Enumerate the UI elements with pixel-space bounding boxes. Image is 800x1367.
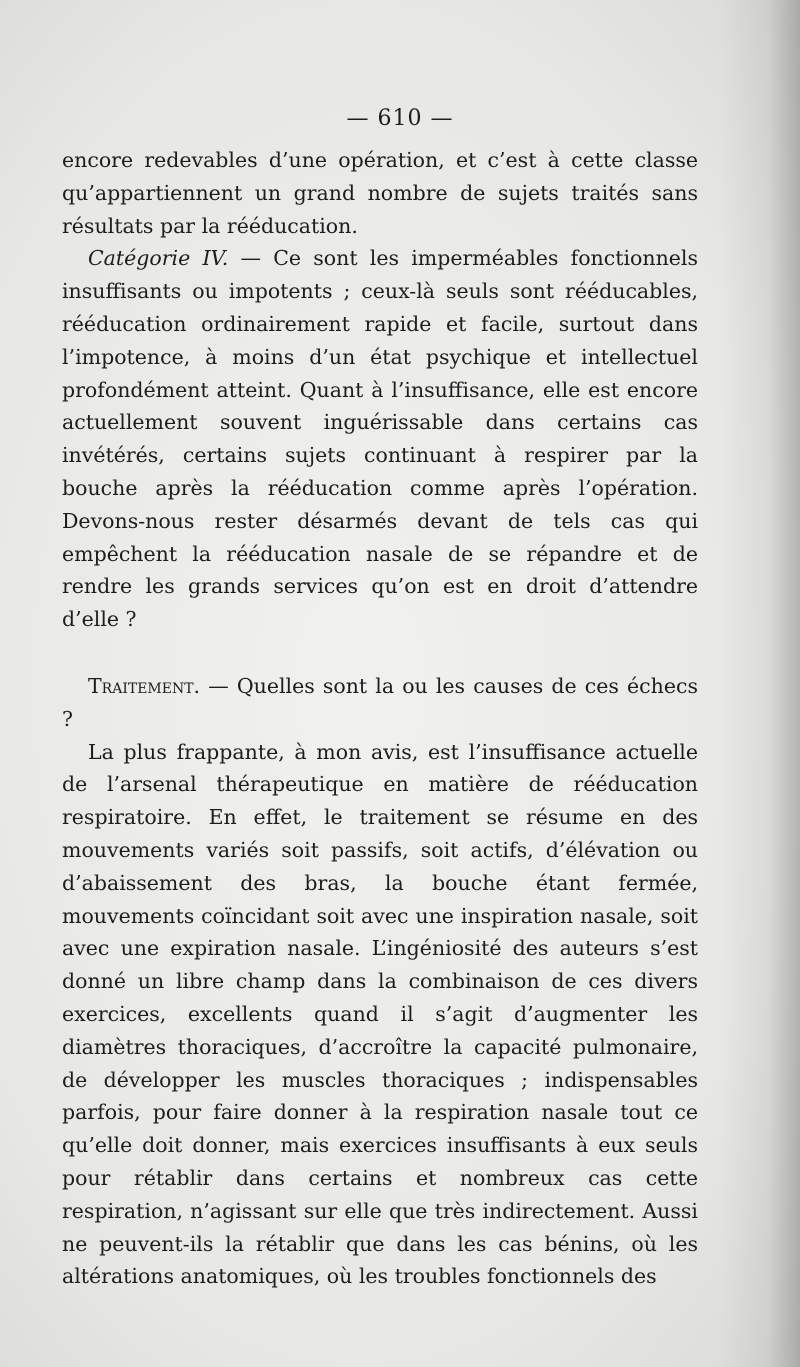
category-label: Catégorie IV. xyxy=(88,246,229,271)
section-heading-traitement: Traitement. xyxy=(88,673,201,698)
category-text: — Ce sont les imperméables fonctionnels insuffisants ou impotents ; ceux-là seuls sont rééducables, rééducation ordinairement rapide et facile, surtout dans l’impotence, à moins d’un état psychique et intellectuel profondément atteint. Quant à l’insuffisance, elle est encore actuellement souvent inguérissable dans certains cas invétérés, certains sujets continuant à respirer par la bouche après la rééducation comme après l’opération. Devons-nous rester désarmés devant de tels cas qui empêchent la rééducation nasale de se répandre et de rendre les grands services qu’on est en droit d’attendre d’elle ? xyxy=(62,246,698,632)
paragraph-category-iv xyxy=(62,242,698,636)
page-edge-shadow xyxy=(720,0,800,1367)
paragraph-arsenal: La plus frappante, à mon avis, est l’insuffisance actuelle de l’arsenal thérapeutique en matière de rééducation respiratoire. En effet, le traitement se résume en des mouvements variés soit passifs, soit actifs, d’élévation ou d’abaissement des bras, la bouche étant fermée, mouvements coïncidant soit avec une inspiration nasale, soit avec une expiration nasale. L’ingéniosité des auteurs s’est donné un libre champ dans la combinaison de ces divers exercices, excellents quand il s’agit d’augmenter les diamètres thoraciques, d’accroître la capacité pulmonaire, de développer les muscles thoraciques ; indispensables parfois, pour faire donner à la respiration nasale tout ce qu’elle doit donner, mais exercices insuffisants à eux seuls pour rétablir dans certains et nombreux cas cette respiration, n’agissant sur elle que très indirectement. Aussi ne peuvent-ils la rétablir que dans les cas bénins, où les altérations anatomiques, où les troubles fonctionnels des xyxy=(62,739,698,1289)
page-number: — 610 — xyxy=(346,106,454,131)
paragraph-continuation: encore redevables d’une opération, et c’est à cette classe qu’appartiennent un grand nombre de sujets traités sans résultats par la rééducation. xyxy=(62,148,698,238)
body-text xyxy=(62,144,698,1293)
paragraph-traitement xyxy=(62,670,698,736)
traitement-text: — Quelles sont la ou les causes de ces échecs ? xyxy=(62,673,698,731)
